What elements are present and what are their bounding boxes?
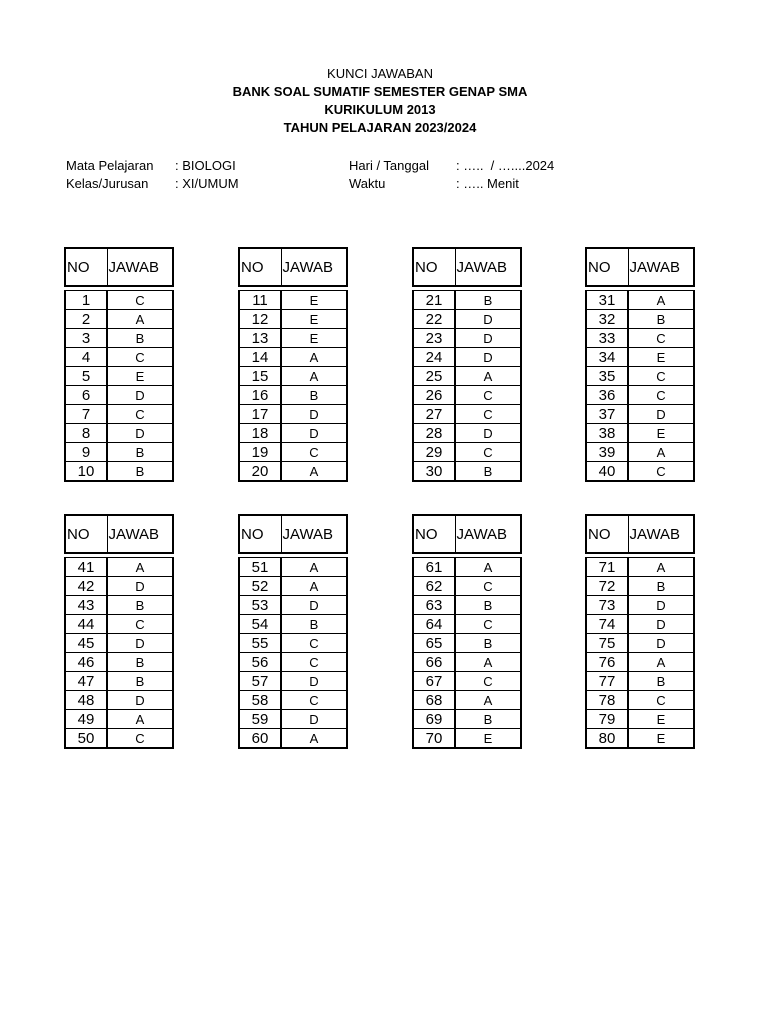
question-number: 24 — [413, 348, 455, 367]
question-number: 44 — [65, 615, 107, 634]
answer-letter: D — [628, 405, 694, 424]
answer-letter: C — [281, 443, 347, 462]
question-number: 73 — [586, 596, 628, 615]
answer-table — [238, 247, 348, 482]
question-number: 55 — [239, 634, 281, 653]
column-header-no: NO — [239, 515, 281, 553]
table-row — [65, 462, 173, 482]
answer-letter: A — [455, 558, 521, 577]
table-row — [586, 329, 694, 348]
answer-letter: A — [455, 691, 521, 710]
answer-letter: D — [107, 691, 173, 710]
question-number: 54 — [239, 615, 281, 634]
question-number: 10 — [65, 462, 107, 482]
table-row — [413, 386, 521, 405]
header-answer-key-title: KUNCI JAWABAN — [327, 66, 433, 81]
table-row — [239, 672, 347, 691]
question-number: 8 — [65, 424, 107, 443]
answer-letter: C — [455, 577, 521, 596]
question-number: 47 — [65, 672, 107, 691]
answer-letter: D — [628, 615, 694, 634]
answer-letter: E — [628, 729, 694, 749]
column-header-jawab: JAWAB — [281, 248, 347, 286]
answer-letter: A — [281, 462, 347, 482]
table-row — [239, 558, 347, 577]
table-row — [65, 577, 173, 596]
question-number: 69 — [413, 710, 455, 729]
answer-letter: D — [281, 710, 347, 729]
answer-letter: C — [628, 462, 694, 482]
question-number: 3 — [65, 329, 107, 348]
table-row — [586, 443, 694, 462]
column-header-no: NO — [65, 248, 107, 286]
answer-letter: A — [107, 558, 173, 577]
answer-letter: B — [455, 291, 521, 310]
answer-letter: A — [281, 558, 347, 577]
question-number: 46 — [65, 653, 107, 672]
table-row — [413, 710, 521, 729]
question-number: 66 — [413, 653, 455, 672]
table-row — [586, 405, 694, 424]
table-row — [65, 405, 173, 424]
answer-letter: A — [107, 710, 173, 729]
question-number: 35 — [586, 367, 628, 386]
table-row — [239, 577, 347, 596]
table-row — [413, 329, 521, 348]
question-number: 9 — [65, 443, 107, 462]
table-row — [239, 596, 347, 615]
answer-letter: B — [628, 672, 694, 691]
answer-letter: A — [628, 443, 694, 462]
table-row — [413, 291, 521, 310]
column-header-jawab: JAWAB — [281, 515, 347, 553]
answer-table — [585, 247, 695, 482]
answer-letter: C — [107, 348, 173, 367]
table-row — [65, 672, 173, 691]
table-row — [413, 691, 521, 710]
question-number: 60 — [239, 729, 281, 749]
table-row — [65, 386, 173, 405]
answer-letter: C — [107, 405, 173, 424]
answer-letter: E — [107, 367, 173, 386]
question-number: 70 — [413, 729, 455, 749]
question-number: 36 — [586, 386, 628, 405]
question-number: 42 — [65, 577, 107, 596]
answer-letter: D — [281, 405, 347, 424]
question-number: 39 — [586, 443, 628, 462]
table-row — [586, 710, 694, 729]
question-number: 64 — [413, 615, 455, 634]
table-row — [586, 691, 694, 710]
question-number: 22 — [413, 310, 455, 329]
question-number: 28 — [413, 424, 455, 443]
question-number: 77 — [586, 672, 628, 691]
answer-letter: C — [281, 634, 347, 653]
question-number: 17 — [239, 405, 281, 424]
table-row — [413, 348, 521, 367]
answer-letter: A — [628, 558, 694, 577]
answer-letter: E — [628, 424, 694, 443]
answer-letter: C — [628, 329, 694, 348]
answer-letter: E — [455, 729, 521, 749]
table-row — [65, 367, 173, 386]
answer-letter: D — [107, 386, 173, 405]
table-row — [65, 729, 173, 749]
answer-letter: A — [281, 367, 347, 386]
answer-letter: B — [455, 634, 521, 653]
table-row — [586, 577, 694, 596]
question-number: 58 — [239, 691, 281, 710]
answer-letter: C — [628, 386, 694, 405]
answer-letter: A — [455, 367, 521, 386]
table-row — [586, 615, 694, 634]
answer-letter: B — [628, 577, 694, 596]
question-number: 52 — [239, 577, 281, 596]
answer-letter: D — [281, 672, 347, 691]
table-row — [413, 443, 521, 462]
question-number: 79 — [586, 710, 628, 729]
answer-letter: D — [455, 329, 521, 348]
answer-letter: C — [107, 291, 173, 310]
question-number: 27 — [413, 405, 455, 424]
date-value: : ….. / …....2024 — [456, 158, 555, 173]
question-number: 29 — [413, 443, 455, 462]
answer-letter: B — [107, 443, 173, 462]
table-row — [239, 367, 347, 386]
question-number: 4 — [65, 348, 107, 367]
table-row — [586, 424, 694, 443]
answer-letter: C — [628, 691, 694, 710]
table-row — [413, 729, 521, 749]
answer-letter: C — [455, 386, 521, 405]
class-label: Kelas/Jurusan — [66, 176, 149, 191]
answer-letter: A — [455, 653, 521, 672]
question-number: 45 — [65, 634, 107, 653]
answer-letter: C — [455, 672, 521, 691]
table-row — [239, 405, 347, 424]
answer-letter: C — [281, 691, 347, 710]
table-row — [65, 329, 173, 348]
question-number: 50 — [65, 729, 107, 749]
question-number: 78 — [586, 691, 628, 710]
table-row — [586, 386, 694, 405]
column-header-jawab: JAWAB — [107, 248, 173, 286]
table-row — [65, 348, 173, 367]
answer-letter: A — [281, 729, 347, 749]
answer-table — [412, 514, 522, 749]
question-number: 68 — [413, 691, 455, 710]
question-number: 57 — [239, 672, 281, 691]
table-row — [413, 462, 521, 482]
question-number: 30 — [413, 462, 455, 482]
question-number: 37 — [586, 405, 628, 424]
answer-letter: D — [628, 634, 694, 653]
question-number: 34 — [586, 348, 628, 367]
column-header-no: NO — [239, 248, 281, 286]
answer-letter: C — [455, 443, 521, 462]
table-row — [413, 367, 521, 386]
answer-letter: E — [281, 310, 347, 329]
question-number: 51 — [239, 558, 281, 577]
table-row — [586, 367, 694, 386]
answer-letter: E — [281, 291, 347, 310]
header-question-bank-title: BANK SOAL SUMATIF SEMESTER GENAP SMA — [232, 84, 528, 99]
answer-letter: C — [107, 615, 173, 634]
question-number: 20 — [239, 462, 281, 482]
answer-letter: C — [628, 367, 694, 386]
answer-letter: B — [107, 596, 173, 615]
question-number: 53 — [239, 596, 281, 615]
table-row — [586, 291, 694, 310]
question-number: 31 — [586, 291, 628, 310]
table-row — [239, 291, 347, 310]
answer-letter: B — [281, 615, 347, 634]
question-number: 56 — [239, 653, 281, 672]
table-row — [413, 558, 521, 577]
question-number: 40 — [586, 462, 628, 482]
question-number: 76 — [586, 653, 628, 672]
question-number: 23 — [413, 329, 455, 348]
question-number: 43 — [65, 596, 107, 615]
table-row — [239, 424, 347, 443]
table-row — [413, 405, 521, 424]
question-number: 74 — [586, 615, 628, 634]
question-number: 13 — [239, 329, 281, 348]
class-value: : XI/UMUM — [175, 176, 239, 191]
question-number: 67 — [413, 672, 455, 691]
answer-letter: D — [107, 424, 173, 443]
table-row — [413, 672, 521, 691]
question-number: 41 — [65, 558, 107, 577]
answer-letter: D — [281, 596, 347, 615]
answer-letter: A — [281, 577, 347, 596]
table-row — [413, 424, 521, 443]
column-header-no: NO — [65, 515, 107, 553]
answer-letter: B — [628, 310, 694, 329]
answer-letter: D — [455, 348, 521, 367]
question-number: 65 — [413, 634, 455, 653]
table-row — [586, 310, 694, 329]
answer-letter: D — [455, 310, 521, 329]
header-curriculum: KURIKULUM 2013 — [324, 102, 436, 117]
answer-letter: D — [107, 577, 173, 596]
table-row — [586, 729, 694, 749]
answer-letter: D — [107, 634, 173, 653]
question-number: 18 — [239, 424, 281, 443]
question-number: 12 — [239, 310, 281, 329]
column-header-jawab: JAWAB — [628, 248, 694, 286]
table-row — [239, 348, 347, 367]
header-academic-year: TAHUN PELAJARAN 2023/2024 — [283, 120, 477, 135]
table-row — [413, 615, 521, 634]
table-row — [413, 634, 521, 653]
question-number: 75 — [586, 634, 628, 653]
table-row — [586, 462, 694, 482]
answer-table — [585, 514, 695, 749]
question-number: 21 — [413, 291, 455, 310]
question-number: 19 — [239, 443, 281, 462]
answer-letter: B — [107, 672, 173, 691]
answer-letter: E — [281, 329, 347, 348]
table-row — [239, 653, 347, 672]
answer-table — [64, 514, 174, 749]
question-number: 63 — [413, 596, 455, 615]
table-row — [65, 558, 173, 577]
table-row — [239, 691, 347, 710]
answer-letter: D — [455, 424, 521, 443]
question-number: 38 — [586, 424, 628, 443]
time-label: Waktu — [349, 176, 386, 191]
answer-letter: D — [281, 424, 347, 443]
answer-letter: B — [281, 386, 347, 405]
date-label: Hari / Tanggal — [349, 158, 429, 173]
table-row — [239, 710, 347, 729]
answer-letter: C — [455, 615, 521, 634]
answer-letter: B — [455, 596, 521, 615]
question-number: 48 — [65, 691, 107, 710]
answer-letter: C — [455, 405, 521, 424]
table-row — [586, 348, 694, 367]
table-row — [413, 653, 521, 672]
table-row — [65, 424, 173, 443]
question-number: 1 — [65, 291, 107, 310]
table-row — [586, 634, 694, 653]
answer-table — [238, 514, 348, 749]
table-row — [239, 634, 347, 653]
answer-table — [412, 247, 522, 482]
table-row — [65, 615, 173, 634]
answer-letter: D — [628, 596, 694, 615]
answer-letter: B — [455, 710, 521, 729]
table-row — [65, 443, 173, 462]
table-row — [239, 462, 347, 482]
subject-label: Mata Pelajaran — [66, 158, 154, 173]
answer-letter: A — [628, 653, 694, 672]
table-row — [586, 653, 694, 672]
question-number: 49 — [65, 710, 107, 729]
subject-value: : BIOLOGI — [175, 158, 236, 173]
question-number: 59 — [239, 710, 281, 729]
column-header-jawab: JAWAB — [455, 248, 521, 286]
question-number: 2 — [65, 310, 107, 329]
table-row — [65, 596, 173, 615]
answer-letter: C — [107, 729, 173, 749]
column-header-no: NO — [413, 515, 455, 553]
answer-letter: E — [628, 710, 694, 729]
answer-table — [64, 247, 174, 482]
table-row — [239, 386, 347, 405]
table-row — [65, 310, 173, 329]
question-number: 80 — [586, 729, 628, 749]
column-header-no: NO — [586, 248, 628, 286]
time-value: : ….. Menit — [456, 176, 519, 191]
question-number: 7 — [65, 405, 107, 424]
answer-letter: C — [281, 653, 347, 672]
table-row — [65, 634, 173, 653]
answer-letter: A — [107, 310, 173, 329]
question-number: 25 — [413, 367, 455, 386]
table-row — [65, 653, 173, 672]
column-header-no: NO — [413, 248, 455, 286]
question-number: 15 — [239, 367, 281, 386]
table-row — [239, 729, 347, 749]
table-row — [413, 596, 521, 615]
table-row — [586, 672, 694, 691]
column-header-jawab: JAWAB — [628, 515, 694, 553]
question-number: 14 — [239, 348, 281, 367]
column-header-jawab: JAWAB — [107, 515, 173, 553]
table-row — [65, 710, 173, 729]
answer-letter: B — [455, 462, 521, 482]
table-row — [239, 443, 347, 462]
question-number: 11 — [239, 291, 281, 310]
question-number: 16 — [239, 386, 281, 405]
answer-letter: A — [281, 348, 347, 367]
question-number: 33 — [586, 329, 628, 348]
answer-letter: A — [628, 291, 694, 310]
question-number: 62 — [413, 577, 455, 596]
table-row — [586, 596, 694, 615]
column-header-no: NO — [586, 515, 628, 553]
question-number: 71 — [586, 558, 628, 577]
question-number: 32 — [586, 310, 628, 329]
question-number: 5 — [65, 367, 107, 386]
answer-letter: B — [107, 329, 173, 348]
column-header-jawab: JAWAB — [455, 515, 521, 553]
question-number: 61 — [413, 558, 455, 577]
question-number: 72 — [586, 577, 628, 596]
answer-letter: E — [628, 348, 694, 367]
answer-letter: B — [107, 462, 173, 482]
table-row — [413, 310, 521, 329]
answer-letter: B — [107, 653, 173, 672]
table-row — [65, 691, 173, 710]
table-row — [239, 310, 347, 329]
table-row — [65, 291, 173, 310]
table-row — [413, 577, 521, 596]
table-row — [239, 615, 347, 634]
table-row — [239, 329, 347, 348]
question-number: 26 — [413, 386, 455, 405]
table-row — [586, 558, 694, 577]
question-number: 6 — [65, 386, 107, 405]
